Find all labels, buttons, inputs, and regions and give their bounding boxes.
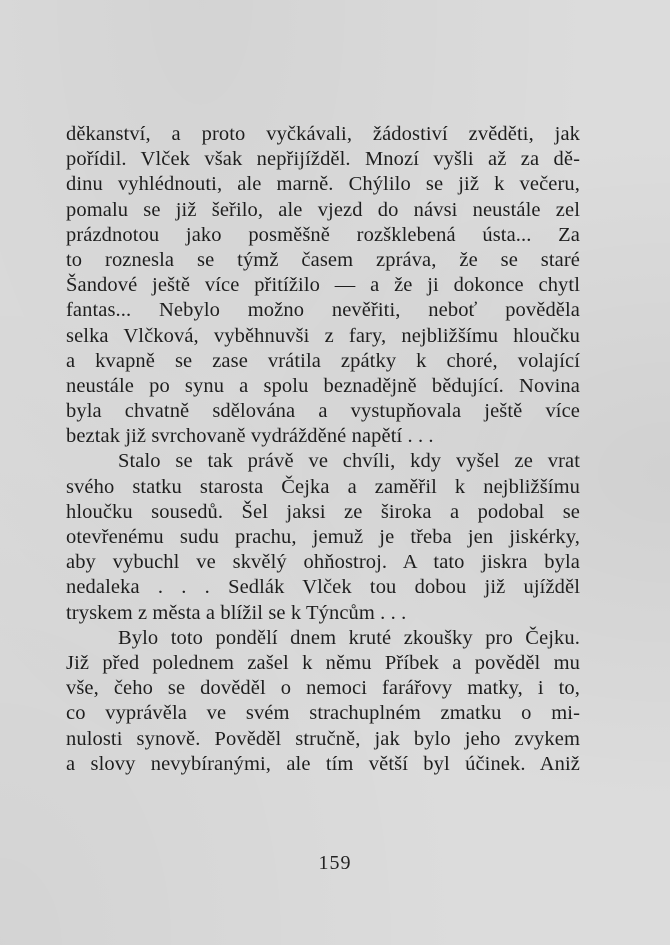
text-line: a kvapně se zase vrátila zpátky k choré, volající (66, 349, 580, 372)
text-line: tryskem z města a blížil se k Týncům . . . (66, 601, 407, 624)
text-line: selka Vlčková, vyběhnuvši z fary, nejbližšímu hloučku (66, 324, 580, 347)
text-line: co vyprávěla ve svém strachuplném zmatku o mi- (66, 702, 580, 725)
text-line: děkanství, a proto vyčkávali, žádostiví zvěděti, jak (66, 123, 580, 145)
text-line: beztak již svrchovaně vydrážděné napětí . . . (66, 425, 434, 448)
text-line: to roznesla se týmž časem zpráva, že se staré (66, 248, 580, 271)
text-line: neustále po synu a spolu beznadějně bědující. Novina (66, 374, 580, 397)
page-number: 159 (318, 852, 352, 874)
text-line: Šandové ještě více přitížilo — a že ji dokonce chytl (66, 274, 580, 297)
text-line: nulosti synově. Pověděl stručně, jak bylo jeho zvykem (66, 727, 580, 750)
text-line: fantas... Nebylo možno nevěřiti, neboť pověděla (66, 299, 580, 322)
text-line: vše, čeho se dověděl o nemoci farářovy matky, i to, (66, 677, 580, 700)
text-line: dinu vyhlédnouti, ale marně. Chýlilo se již k večeru, (66, 173, 580, 196)
text-line: prázdnotou jako posměšně rozšklebená ústa... Za (66, 223, 580, 246)
text-line: a slovy nevybíranými, ale tím větší byl účinek. Aniž (66, 752, 580, 775)
text-line: nedaleka . . . Sedlák Vlček tou dobou již ujížděl (66, 576, 580, 599)
text-line: pořídil. Vlček však nepřijížděl. Mnozí vyšli až za dě- (66, 148, 580, 171)
text-line: hloučku sousedů. Šel jaksi ze široka a podobal se (66, 500, 580, 523)
text-line: svého statku starosta Čejka a zaměřil k nejbližšímu (66, 475, 580, 498)
paragraph-start-line: Stalo se tak právě ve chvíli, kdy vyšel ze vrat (118, 450, 580, 473)
paragraph-start-line: Bylo toto pondělí dnem kruté zkoušky pro Čejku. (118, 626, 580, 649)
text-line: otevřenému sudu prachu, jemuž je třeba jen jiskérky, (66, 526, 580, 548)
text-line: byla chvatně sdělována a vystupňovala ještě více (66, 400, 580, 423)
text-line: pomalu se již šeřilo, ale vjezd do návsi neustále zel (66, 198, 580, 221)
body-text (66, 122, 580, 777)
text-line: Již před polednem zašel k němu Příbek a pověděl mu (66, 651, 580, 674)
text-line: aby vybuchl ve skvělý ohňostroj. A tato jiskra byla (66, 551, 580, 574)
